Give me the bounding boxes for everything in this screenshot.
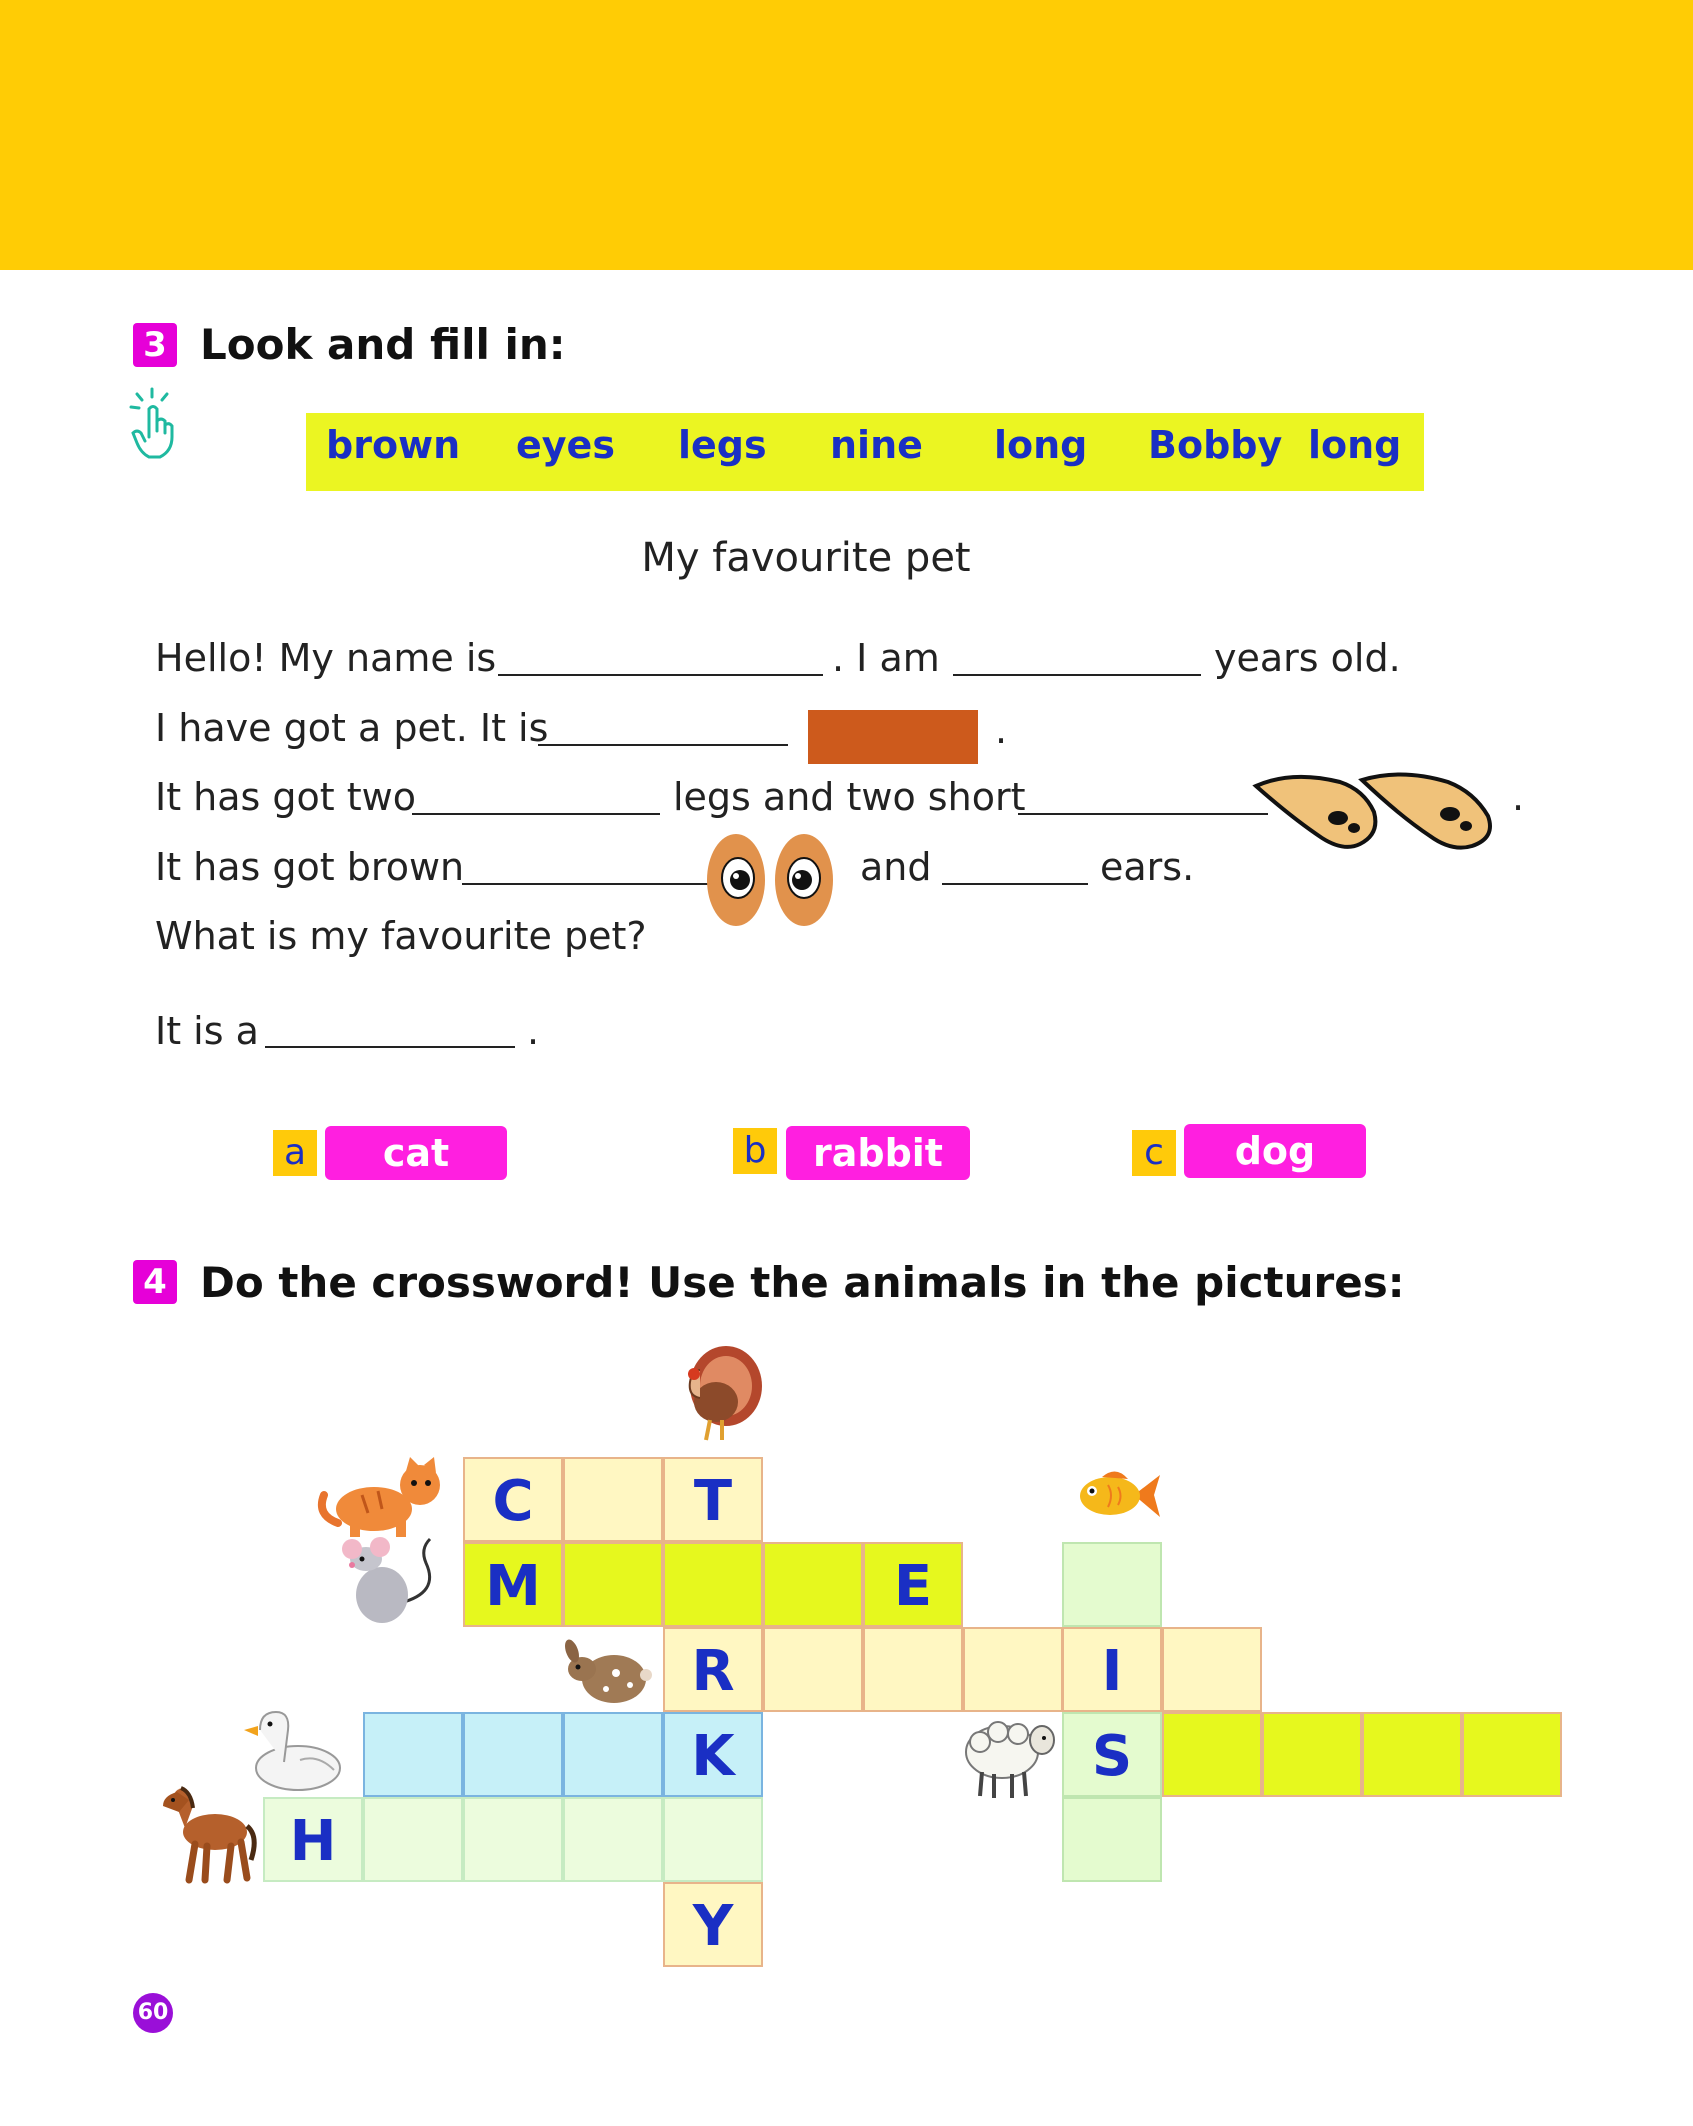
rabbit-icon <box>560 1637 654 1709</box>
horse-icon <box>155 1782 259 1888</box>
pointing-hand-icon <box>125 385 185 465</box>
answer-blank[interactable] <box>1018 813 1268 815</box>
answer-blank[interactable] <box>953 674 1201 676</box>
story-text: legs and two short <box>673 775 1026 819</box>
option-rabbit[interactable]: rabbit <box>786 1126 970 1180</box>
word-bank-item: long <box>994 423 1088 467</box>
crossword-cell[interactable]: I <box>1062 1627 1162 1712</box>
answer-blank[interactable] <box>498 674 823 676</box>
word-bank-item: legs <box>678 423 767 467</box>
crossword-cell[interactable]: E <box>863 1542 963 1627</box>
crossword-cell[interactable] <box>563 1797 663 1882</box>
crossword-cell[interactable] <box>463 1797 563 1882</box>
option-dog[interactable]: dog <box>1184 1124 1366 1178</box>
story-text: ears. <box>1100 845 1195 889</box>
sheep-icon <box>960 1712 1060 1802</box>
crossword-cell[interactable] <box>663 1542 763 1627</box>
story-text: and <box>860 845 932 889</box>
word-bank-item: brown <box>326 423 461 467</box>
turkey-icon <box>670 1340 764 1448</box>
crossword-cell[interactable]: K <box>663 1712 763 1797</box>
crossword-cell[interactable] <box>863 1627 963 1712</box>
brown-color-swatch <box>808 710 978 764</box>
crossword-cell[interactable] <box>963 1627 1063 1712</box>
crossword-cell[interactable] <box>563 1542 663 1627</box>
story-text: . <box>995 708 1008 752</box>
page-number: 60 <box>133 1993 173 2033</box>
story-text: Hello! My name is <box>155 636 497 680</box>
option-letter: a <box>273 1130 317 1176</box>
story-text: . <box>527 1009 540 1053</box>
story-text: I have got a pet. It is <box>155 706 549 750</box>
story-question: What is my favourite pet? <box>155 914 647 958</box>
crossword-cell[interactable] <box>563 1457 663 1542</box>
crossword-cell[interactable]: R <box>663 1627 763 1712</box>
crossword-cell[interactable] <box>763 1627 863 1712</box>
story-title: My favourite pet <box>641 535 971 581</box>
exercise-heading: Do the crossword! Use the animals in the pictures: <box>200 1258 1405 1307</box>
crossword-cell[interactable] <box>1462 1712 1562 1797</box>
crossword-cell[interactable] <box>363 1712 463 1797</box>
answer-blank[interactable] <box>942 883 1088 885</box>
answer-blank[interactable] <box>265 1046 515 1048</box>
crossword-cell[interactable]: M <box>463 1542 563 1627</box>
answer-blank[interactable] <box>412 813 660 815</box>
crossword-cell[interactable] <box>363 1797 463 1882</box>
word-bank-item: long <box>1308 423 1402 467</box>
option-letter: c <box>1132 1130 1176 1176</box>
story-text: It has got two <box>155 775 417 819</box>
cat-icon <box>312 1455 452 1541</box>
crossword-cell[interactable]: C <box>463 1457 563 1542</box>
crossword-cell[interactable] <box>1162 1712 1262 1797</box>
option-cat[interactable]: cat <box>325 1126 507 1180</box>
crossword-cell[interactable] <box>1162 1627 1262 1712</box>
option-letter: b <box>733 1128 777 1174</box>
story-text: . I am <box>832 636 940 680</box>
crossword-cell[interactable] <box>1062 1542 1162 1627</box>
eyes-icon <box>706 832 838 928</box>
fish-icon <box>1072 1465 1164 1527</box>
exercise-heading: Look and fill in: <box>200 320 566 369</box>
mouse-icon <box>330 1533 448 1629</box>
story-text: It has got brown <box>155 845 465 889</box>
dog-paws-icon <box>1252 772 1514 860</box>
exercise-number-badge: 3 <box>133 323 177 367</box>
crossword-cell[interactable]: T <box>663 1457 763 1542</box>
crossword-cell[interactable]: S <box>1062 1712 1162 1797</box>
crossword-cell[interactable] <box>663 1797 763 1882</box>
crossword-cell[interactable] <box>1262 1712 1362 1797</box>
crossword-cell[interactable] <box>763 1542 863 1627</box>
crossword-cell[interactable] <box>563 1712 663 1797</box>
header-banner <box>0 0 1693 270</box>
crossword-cell[interactable] <box>1062 1797 1162 1882</box>
crossword-cell[interactable]: H <box>263 1797 363 1882</box>
crossword-cell[interactable] <box>463 1712 563 1797</box>
crossword-cell[interactable] <box>1362 1712 1462 1797</box>
word-bank <box>306 413 1424 491</box>
story-text: years old. <box>1214 636 1401 680</box>
crossword-cell[interactable]: Y <box>663 1882 763 1967</box>
word-bank-item: nine <box>830 423 923 467</box>
exercise-number-badge: 4 <box>133 1260 177 1304</box>
word-bank-item: Bobby <box>1148 423 1283 467</box>
answer-blank[interactable] <box>538 744 788 746</box>
answer-blank[interactable] <box>462 883 712 885</box>
story-text: It is a <box>155 1009 259 1053</box>
word-bank-item: eyes <box>516 423 615 467</box>
story-text: . <box>1512 775 1525 819</box>
